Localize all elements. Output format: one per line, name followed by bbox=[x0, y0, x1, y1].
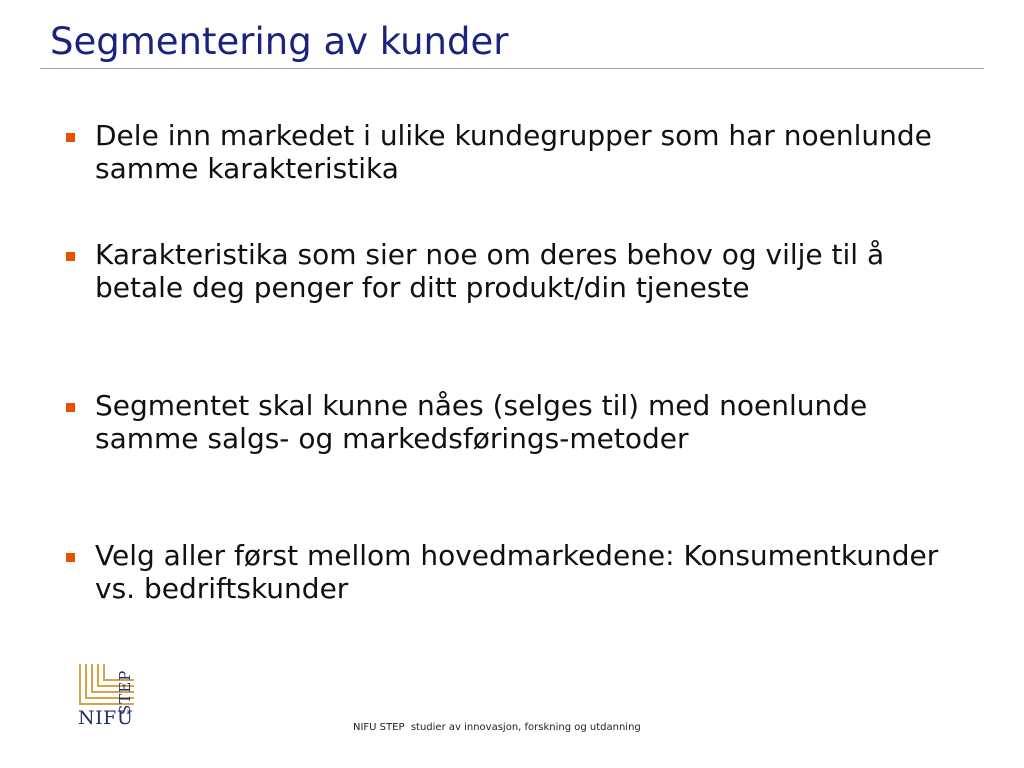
logo-nifu-text: NIFU bbox=[78, 707, 134, 729]
bullet-marker bbox=[66, 252, 75, 261]
logo-step-text: STEP bbox=[116, 669, 134, 715]
bullet-marker bbox=[66, 403, 75, 412]
bullet-marker bbox=[66, 133, 75, 142]
bullet-text: Karakteristika som sier noe om deres behov og vilje til å betale deg penger for ditt produkt/din tjeneste bbox=[95, 238, 885, 304]
bullet-text: Dele inn markedet i ulike kundegrupper som har noenlunde samme karakteristika bbox=[95, 119, 932, 185]
slide-title: Segmentering av kunder bbox=[50, 20, 509, 63]
footer-text: NIFU STEP studier av innovasjon, forskning og utdanning bbox=[353, 722, 641, 733]
bullet-text: Segmentet skal kunne nåes (selges til) med noenlunde samme salgs- og markedsførings-metoder bbox=[95, 389, 868, 455]
bullet-text: Velg aller først mellom hovedmarkedene: Konsumentkunder vs. bedriftskunder bbox=[95, 539, 939, 605]
bullet-marker bbox=[66, 553, 75, 562]
